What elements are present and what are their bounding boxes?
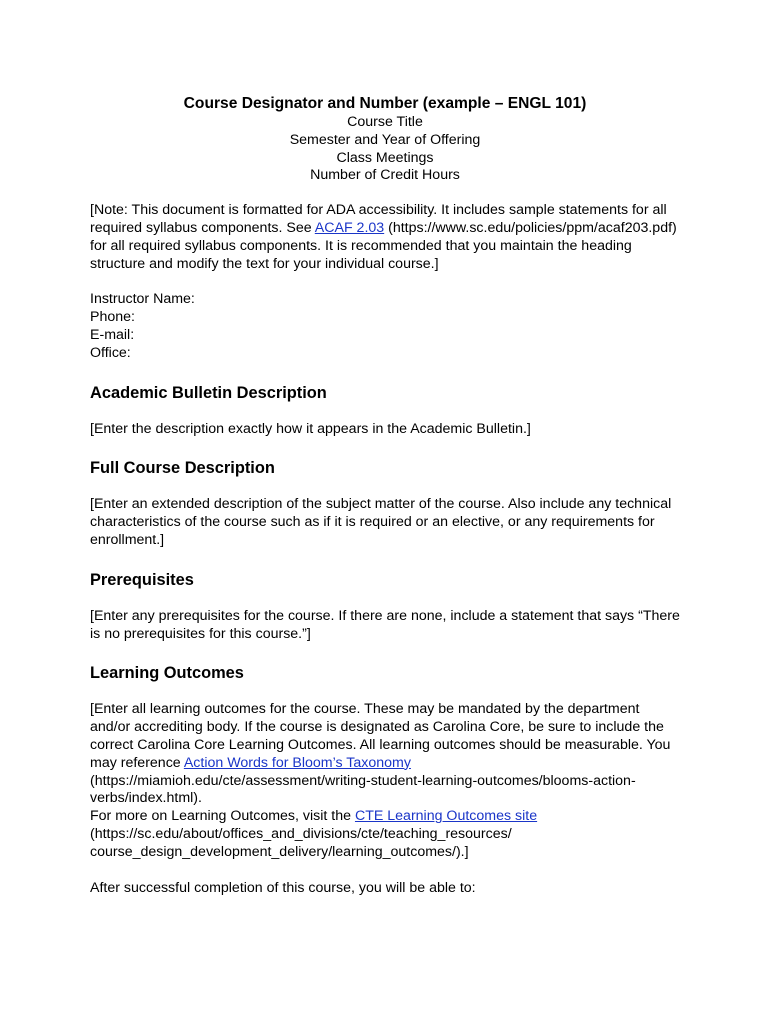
course-title-heading: Course Designator and Number (example – ENGL 101) bbox=[183, 95, 587, 112]
note-text-2: (https://www.sc.edu/policies/ppm/acaf203.pdf) for all required syllabus components. It is recommended that you maintain the heading structure and modify the text for your individual course.] bbox=[90, 219, 677, 272]
lo-text-3: For more on Learning Outcomes, visit the bbox=[90, 808, 355, 825]
class-meetings-line: Class Meetings bbox=[336, 149, 434, 166]
credit-hours-line: Number of Credit Hours bbox=[310, 167, 460, 184]
lo-text-2: (https://miamioh.edu/cte/assessment/writing-student-learning-outcomes/blooms-action-verbs/index.html). bbox=[90, 772, 636, 807]
email-label: E-mail: bbox=[90, 326, 135, 343]
office-label: Office: bbox=[90, 344, 131, 361]
after-completion-text: After successful completion of this course, you will be able to: bbox=[90, 879, 476, 896]
academic-bulletin-text: [Enter the description exactly how it appears in the Academic Bulletin.] bbox=[90, 420, 531, 437]
phone-label: Phone: bbox=[90, 309, 135, 326]
prerequisites-heading: Prerequisites bbox=[90, 570, 194, 589]
note-text-1: [Note: This document is formatted for ADA accessibility. It includes sample statements for all required syllabus components. See bbox=[90, 202, 667, 236]
full-course-description-text: [Enter an extended description of the subject matter of the course. Also include any technical characteristics of the course such as if it is required or an elective, or any requirements for enrollment.] bbox=[90, 496, 672, 548]
academic-bulletin-heading: Academic Bulletin Description bbox=[90, 383, 327, 402]
learning-outcomes-heading: Learning Outcomes bbox=[90, 664, 244, 683]
course-title-line: Course Title bbox=[347, 114, 423, 130]
acaf-link[interactable]: ACAF 2.03 bbox=[314, 219, 385, 236]
learning-outcomes-text bbox=[90, 701, 680, 861]
cte-learning-outcomes-link[interactable]: CTE Learning Outcomes site bbox=[354, 808, 538, 825]
instructor-name-label: Instructor Name: bbox=[90, 291, 195, 308]
semester-line: Semester and Year of Offering bbox=[289, 131, 481, 148]
prerequisites-text: [Enter any prerequisites for the course. If there are none, include a statement that says “There is no prerequisites for this course.”] bbox=[90, 607, 680, 642]
lo-text-4: (https://sc.edu/about/offices_and_divisions/cte/teaching_resources/ course_design_development_delivery/learning_outcomes/).] bbox=[90, 825, 512, 860]
course-header bbox=[90, 94, 680, 185]
full-course-description-heading: Full Course Description bbox=[90, 459, 275, 478]
instructor-contact-block bbox=[90, 291, 680, 362]
accessibility-note bbox=[90, 202, 680, 273]
document-content bbox=[90, 94, 680, 897]
lo-text-1: [Enter all learning outcomes for the course. These may be mandated by the department and/or accrediting body. If the course is designated as Carolina Core, be sure to include the correct Carolina Core Learning Outcomes. All learning outcomes should be measurable. You may reference bbox=[90, 701, 671, 771]
blooms-taxonomy-link[interactable]: Action Words for Bloom’s Taxonomy bbox=[183, 754, 411, 771]
